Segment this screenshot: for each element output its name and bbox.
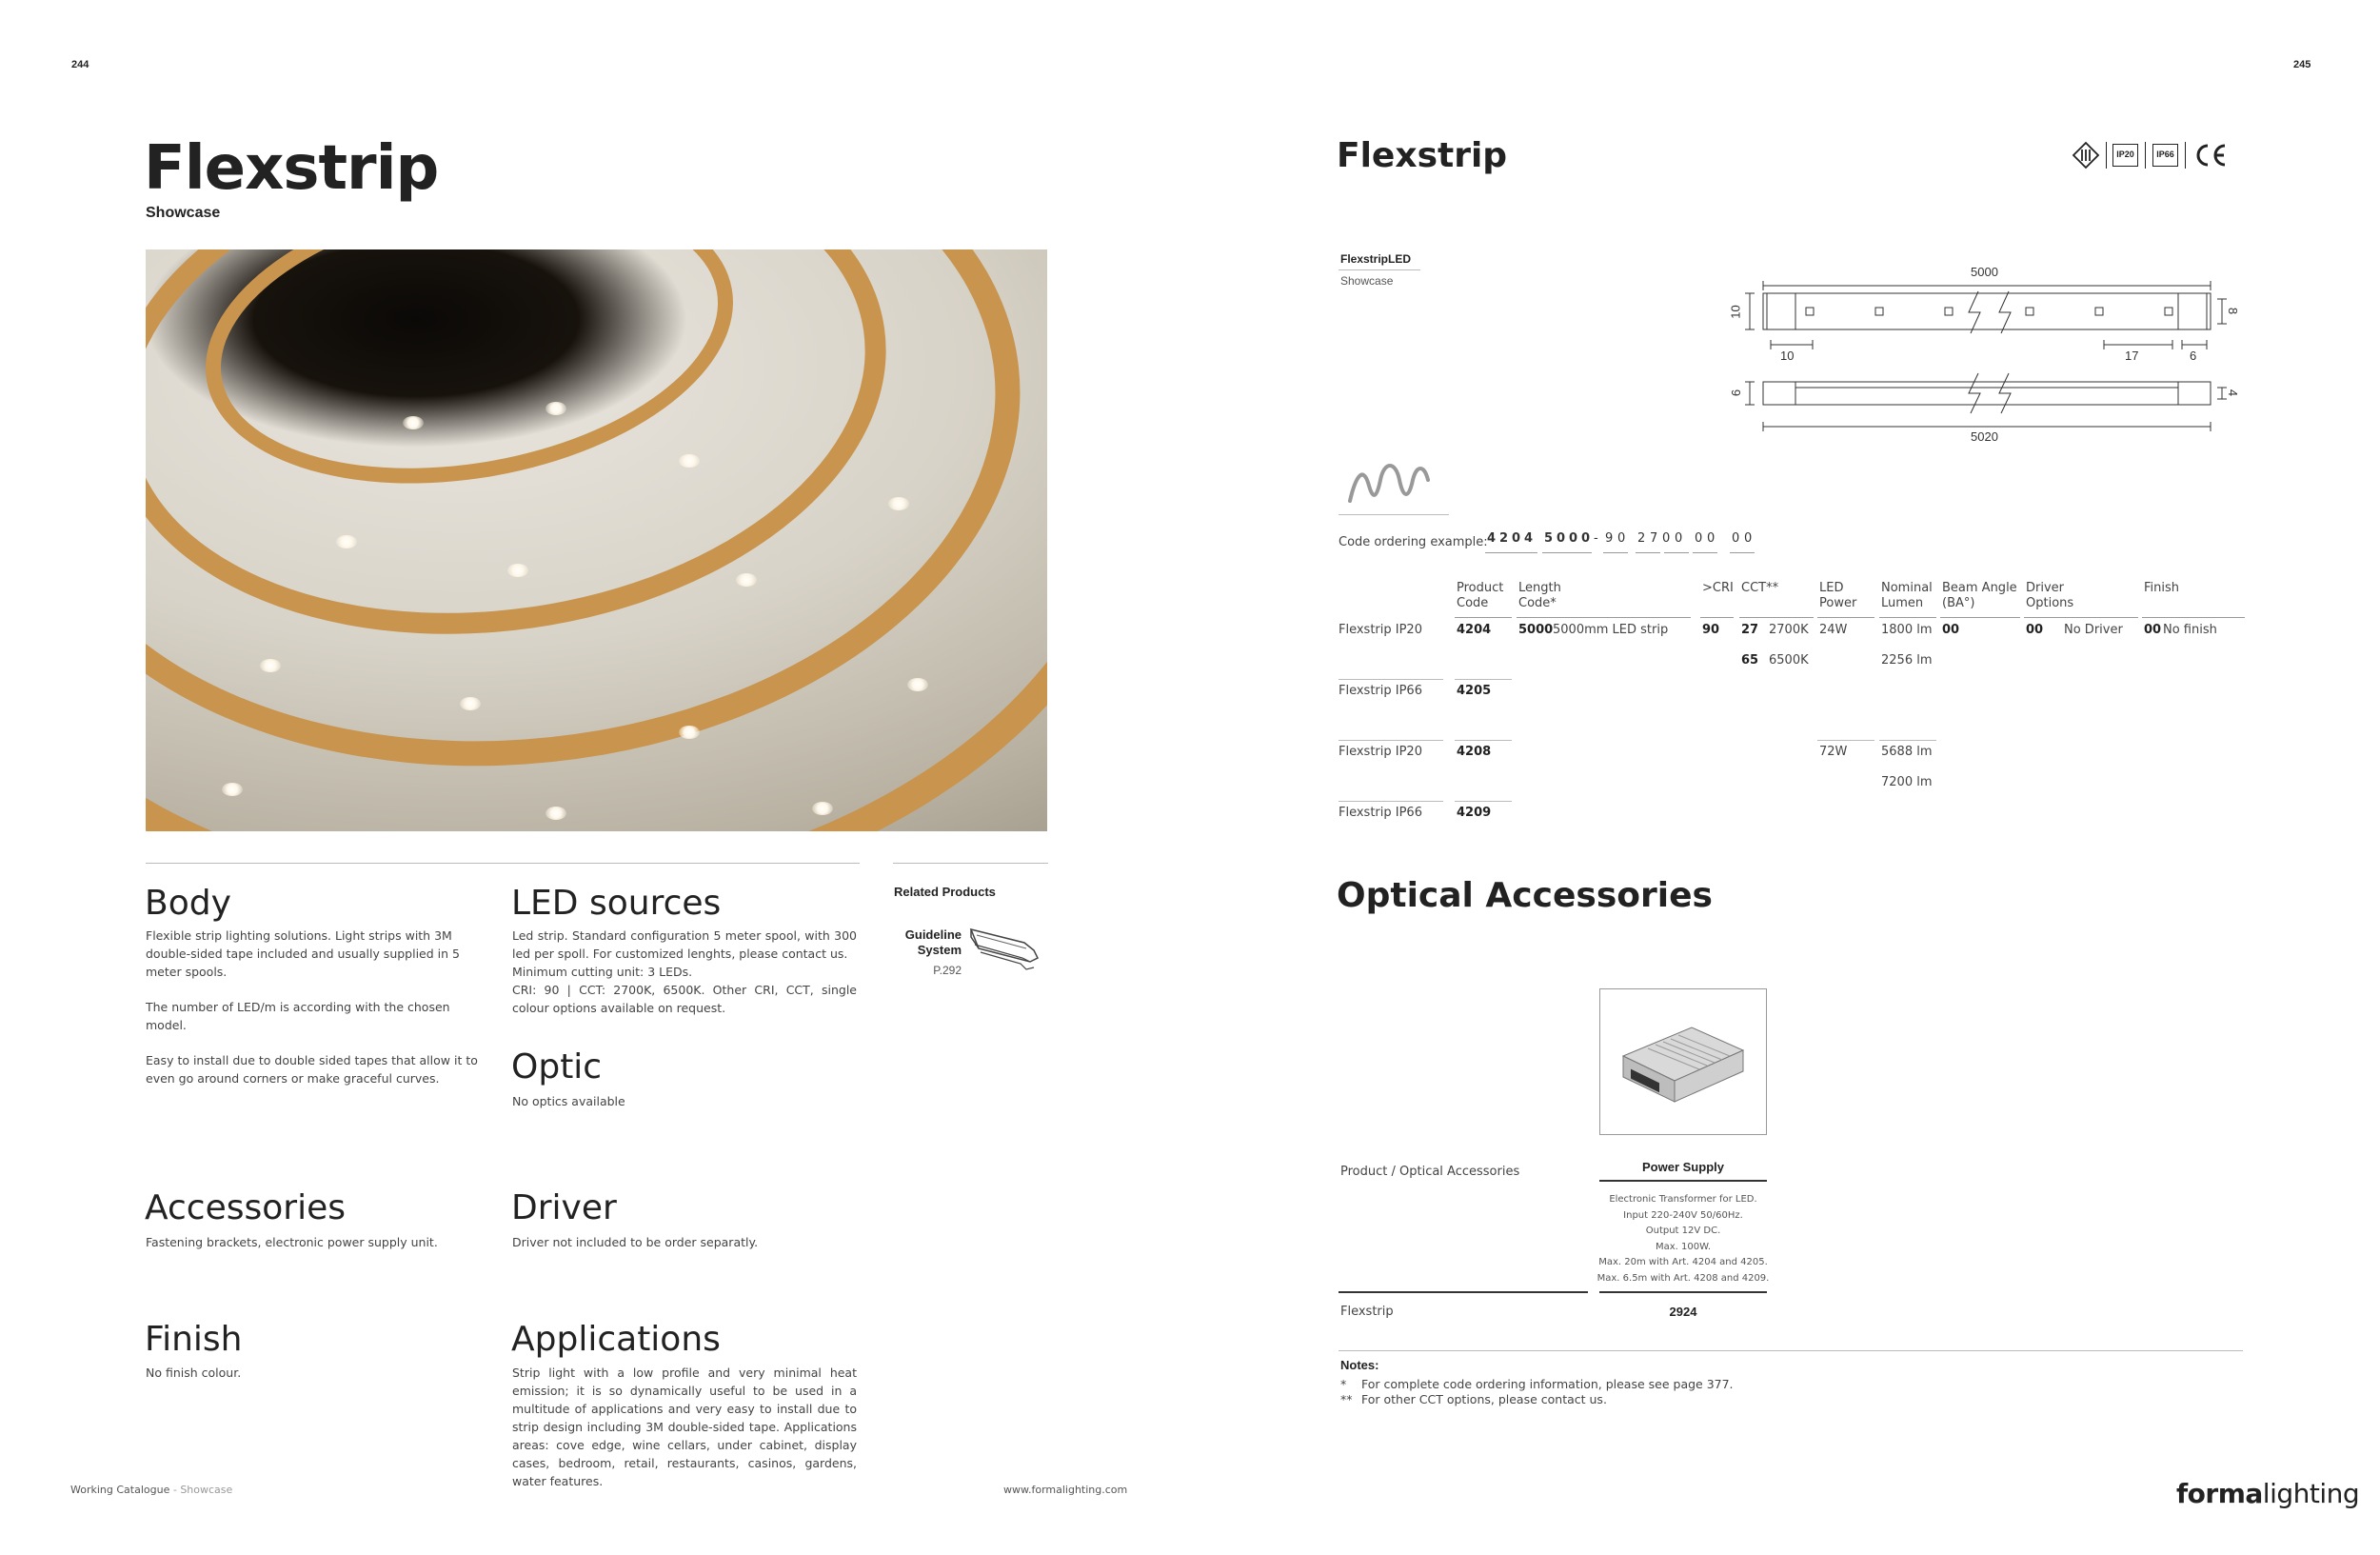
left-page-title: Flexstrip (144, 133, 439, 204)
code-digit: 4 (1487, 531, 1497, 546)
right-page-number: 245 (2293, 59, 2311, 70)
code-segment-line (1485, 552, 1537, 553)
driver-heading: Driver (511, 1188, 617, 1227)
table-row-code: 4205 (1457, 684, 1492, 698)
header-line: Power (1819, 596, 1857, 610)
header-underline (1817, 617, 1874, 618)
led-light (812, 802, 833, 815)
header-underline (1940, 617, 2020, 618)
code-digit: 0 (1581, 531, 1591, 546)
footer-website[interactable]: www.formalighting.com (1003, 1484, 1128, 1496)
led-light (736, 573, 757, 587)
table-lumen: 2256 lm (1881, 653, 1933, 668)
dim-top-length: 5000 (1971, 265, 1998, 279)
row-separator (1339, 679, 1443, 680)
table-cct: 2700K (1769, 623, 1809, 637)
table-cct: 6500K (1769, 653, 1809, 668)
table-driver-code: 00 (2026, 623, 2044, 637)
body-text-p2: The number of LED/m is according with the chosen model. (146, 1000, 450, 1032)
left-page-number: 244 (71, 59, 89, 70)
footer-section: Showcase (180, 1484, 233, 1496)
led-sources-p2: Minimum cutting unit: 3 LEDs. (512, 965, 693, 979)
dim-height: 10 (1728, 305, 1743, 319)
table-finish-code: 00 (2144, 623, 2162, 637)
code-segment-line (1603, 552, 1628, 553)
led-sources-p1: Led strip. Standard configuration 5 meter spool, with 300 led per spoll. For customized lenghts, please contact us. (512, 928, 857, 961)
accessories-heading: Accessories (145, 1188, 346, 1227)
finish-text: No finish colour. (146, 1366, 242, 1380)
class-iii-icon (2072, 141, 2100, 169)
badge-separator (2106, 142, 2107, 169)
table-row-code: 4204 (1457, 623, 1492, 637)
header-underline (2142, 617, 2245, 618)
table-lumen: 1800 lm (1881, 623, 1933, 637)
table-length-code: 5000 (1518, 623, 1554, 637)
applications-text: Strip light with a low profile and very minimal heat emission; it is so dynamically useful to be used in a multitude of applications and very easy to install due to strip design including 3M double-sided tape. Applications areas: cove edge, wine cellars, under cabinet, display cases, bedroom, retail, restaurants, casinos, gardens, water features. (512, 1366, 857, 1488)
table-power: 24W (1819, 623, 1848, 637)
ce-mark-icon (2192, 141, 2231, 169)
table-beam: 00 (1942, 623, 1960, 637)
header-line: Code* (1518, 596, 1557, 610)
product-label: FlexstripLED (1340, 252, 1412, 266)
body-text (146, 927, 493, 1087)
certification-badges (2072, 139, 2243, 171)
header-line: LED (1819, 581, 1844, 595)
product-label-underline (1339, 269, 1420, 270)
light-distribution-icon (1346, 457, 1441, 507)
code-digit: 0 (1617, 531, 1626, 546)
optical-row-label: Product / Optical Accessories (1340, 1165, 1520, 1179)
code-digit: 0 (1569, 531, 1578, 546)
related-products-title: Related Products (894, 885, 996, 899)
code-digit: 2 (1499, 531, 1509, 546)
header-led-power (1819, 581, 1856, 611)
header-product-code (1457, 581, 1503, 611)
code-digit: 7 (1650, 531, 1658, 546)
table-finish: No finish (2163, 623, 2217, 637)
code-digit: 5 (1544, 531, 1554, 546)
icon-underline (1339, 514, 1449, 515)
header-line: Nominal (1881, 581, 1933, 595)
related-product-name-line2: System (917, 943, 962, 957)
footer-separator: - (169, 1484, 181, 1496)
header-nominal-lumen (1881, 581, 1933, 611)
power-supply-title-underline (1599, 1180, 1767, 1182)
table-lumen: 5688 lm (1881, 745, 1933, 759)
header-line: Finish (2144, 581, 2180, 595)
dim-thickness: 6 (1729, 389, 1744, 397)
note-mark: ** (1340, 1392, 1353, 1406)
optical-accessories-heading: Optical Accessories (1337, 876, 1713, 915)
accessories-text: Fastening brackets, electronic power supply unit. (146, 1235, 438, 1249)
section-divider (146, 863, 860, 864)
code-digit: 0 (1707, 531, 1716, 546)
header-length-code (1518, 581, 1561, 611)
optic-text: No optics available (512, 1094, 625, 1108)
dim-pitch: 17 (2125, 349, 2139, 363)
section-divider (893, 863, 1048, 864)
table-row-name: Flexstrip IP20 (1339, 745, 1422, 759)
header-finish (2144, 581, 2179, 596)
code-digit: 2 (1637, 531, 1646, 546)
brand-logo-light: lighting (2262, 1478, 2360, 1509)
footer-catalogue: Working Catalogue (70, 1484, 170, 1496)
led-light (679, 454, 700, 468)
power-supply-desc-line: Max. 20m with Art. 4204 and 4205. (1598, 1257, 1768, 1267)
header-underline (1879, 617, 1936, 618)
driver-text: Driver not included to be order separatly. (512, 1235, 759, 1249)
power-supply-image-frame (1599, 988, 1767, 1135)
left-page-subtitle: Showcase (146, 205, 221, 221)
brand-logo-bold: forma (2176, 1478, 2263, 1509)
notes-divider (1339, 1350, 2243, 1351)
code-segment-line (1542, 552, 1592, 553)
header-line: Code (1457, 596, 1489, 610)
body-text-p1: Flexible strip lighting solutions. Light strips with 3M double-sided tape included and usually supplied in 5 meter spools. (146, 928, 460, 979)
header-line: Lumen (1881, 596, 1924, 610)
led-light (460, 697, 481, 710)
led-sources-heading: LED sources (511, 884, 722, 923)
note-mark: * (1340, 1377, 1347, 1391)
code-segment-line (1730, 552, 1755, 553)
table-row-code: 4209 (1457, 806, 1492, 820)
related-product-name-line1: Guideline (904, 927, 962, 942)
header-line: (BA°) (1942, 596, 1975, 610)
led-light (888, 497, 909, 510)
note-item (1340, 1377, 1734, 1392)
led-light (260, 659, 281, 672)
led-light (403, 416, 424, 429)
table-cct-code: 65 (1741, 653, 1759, 668)
header-underline (1455, 617, 1512, 618)
code-digit: 0 (1557, 531, 1566, 546)
led-light (507, 564, 528, 577)
power-supply-description (1580, 1192, 1786, 1286)
row-separator (1879, 740, 1936, 741)
led-sources-text (512, 927, 857, 1017)
header-underline (1700, 617, 1734, 618)
power-supply-desc-line: Input 220-240V 50/60Hz. (1623, 1209, 1743, 1221)
power-supply-desc-line: Electronic Transformer for LED. (1609, 1194, 1757, 1205)
code-example-digits (1485, 531, 1771, 560)
header-underline (2024, 617, 2138, 618)
dim-end-offset: 6 (2190, 349, 2197, 363)
header-cri (1702, 581, 1734, 596)
row-separator (1455, 801, 1512, 802)
notes-title: Notes: (1340, 1358, 1379, 1372)
code-digit: 9 (1605, 531, 1614, 546)
optical-table-line (1599, 1291, 1767, 1293)
power-supply-icon (1600, 989, 1766, 1134)
led-light (545, 402, 566, 415)
row-separator (1817, 740, 1874, 741)
table-cri: 90 (1702, 623, 1720, 637)
left-footer (70, 1484, 232, 1496)
dim-right-thickness: 4 (2226, 389, 2241, 397)
optic-heading: Optic (511, 1047, 603, 1087)
code-segment-line (1664, 552, 1689, 553)
header-line: Beam Angle (1942, 581, 2017, 595)
code-digit: 0 (1695, 531, 1703, 546)
header-cct (1741, 581, 1778, 596)
header-line: CCT** (1741, 581, 1779, 595)
optical-product-name: Flexstrip (1340, 1305, 1394, 1319)
row-separator (1339, 740, 1443, 741)
table-power: 72W (1819, 745, 1848, 759)
power-supply-desc-line: Max. 100W. (1655, 1241, 1712, 1252)
guideline-profile-icon (967, 922, 1043, 979)
power-supply-title: Power Supply (1642, 1160, 1724, 1174)
strip-ring (146, 249, 1047, 831)
code-example-label: Code ordering example: (1339, 535, 1488, 549)
table-row-name: Flexstrip IP66 (1339, 806, 1422, 820)
header-line: Driver (2026, 581, 2065, 595)
code-segment-line (1636, 552, 1660, 553)
note-item (1340, 1392, 1734, 1407)
code-digit: 0 (1662, 531, 1671, 546)
finish-heading: Finish (145, 1320, 243, 1359)
header-line: Product (1457, 581, 1504, 595)
header-underline (1517, 617, 1691, 618)
dim-left-offset: 10 (1780, 349, 1795, 363)
product-table (1337, 577, 2246, 834)
header-line: >CRI (1702, 581, 1734, 595)
code-segment-line (1693, 552, 1717, 553)
led-light (907, 678, 928, 691)
table-row-code: 4208 (1457, 745, 1492, 759)
badge-separator (2145, 142, 2146, 169)
table-lumen: 7200 lm (1881, 775, 1933, 789)
technical-drawing (1714, 257, 2247, 457)
brand-logo (2176, 1478, 2359, 1509)
product-photo (146, 249, 1047, 831)
code-digit: - (1594, 531, 1598, 546)
table-cct-code: 27 (1741, 623, 1759, 637)
code-digit: 0 (1744, 531, 1753, 546)
optical-product-code: 2924 (1669, 1305, 1697, 1319)
power-supply-desc-line: Max. 6.5m with Art. 4208 and 4209. (1597, 1272, 1770, 1284)
header-driver-options (2026, 581, 2073, 611)
code-digit: 0 (1732, 531, 1740, 546)
led-light (545, 807, 566, 820)
led-sources-p3: CRI: 90 | CCT: 2700K, 6500K. Other CRI, CCT, single colour options available on request. (512, 983, 857, 1015)
code-digit: 0 (1512, 531, 1521, 546)
related-product-page: P.292 (933, 964, 962, 977)
ip66-badge: IP66 (2152, 144, 2178, 167)
code-digit: 4 (1524, 531, 1534, 546)
power-supply-desc-line: Output 12V DC. (1645, 1226, 1721, 1236)
dim-total-length: 5020 (1971, 429, 1998, 444)
led-light (222, 783, 243, 796)
product-sublabel: Showcase (1340, 274, 1394, 288)
ip20-badge: IP20 (2112, 144, 2138, 167)
led-light (679, 726, 700, 739)
header-line: Length (1518, 581, 1561, 595)
header-line: Options (2026, 596, 2074, 610)
optical-table-line (1339, 1291, 1588, 1293)
header-underline (1739, 617, 1814, 618)
right-page-title: Flexstrip (1337, 136, 1508, 175)
table-length-desc: 5000mm LED strip (1553, 623, 1669, 637)
dim-right-height: 8 (2226, 307, 2241, 315)
body-text-p3: Easy to install due to double sided tapes that allow it to even go around corners or make graceful curves. (146, 1053, 478, 1086)
applications-heading: Applications (511, 1320, 721, 1359)
table-row-name: Flexstrip IP66 (1339, 684, 1422, 698)
header-beam-angle (1942, 581, 2017, 611)
note-text: For complete code ordering information, please see page 377. (1361, 1377, 1734, 1391)
led-light (336, 535, 357, 548)
row-separator (1339, 801, 1443, 802)
table-row-name: Flexstrip IP20 (1339, 623, 1422, 637)
related-product-guideline[interactable] (893, 922, 1050, 988)
notes-list (1340, 1377, 1734, 1407)
body-heading: Body (145, 884, 231, 923)
badge-separator (2185, 142, 2186, 169)
row-separator (1455, 679, 1512, 680)
table-driver: No Driver (2064, 623, 2123, 637)
note-text: For other CCT options, please contact us. (1361, 1392, 1607, 1406)
row-separator (1455, 740, 1512, 741)
code-digit: 0 (1675, 531, 1683, 546)
